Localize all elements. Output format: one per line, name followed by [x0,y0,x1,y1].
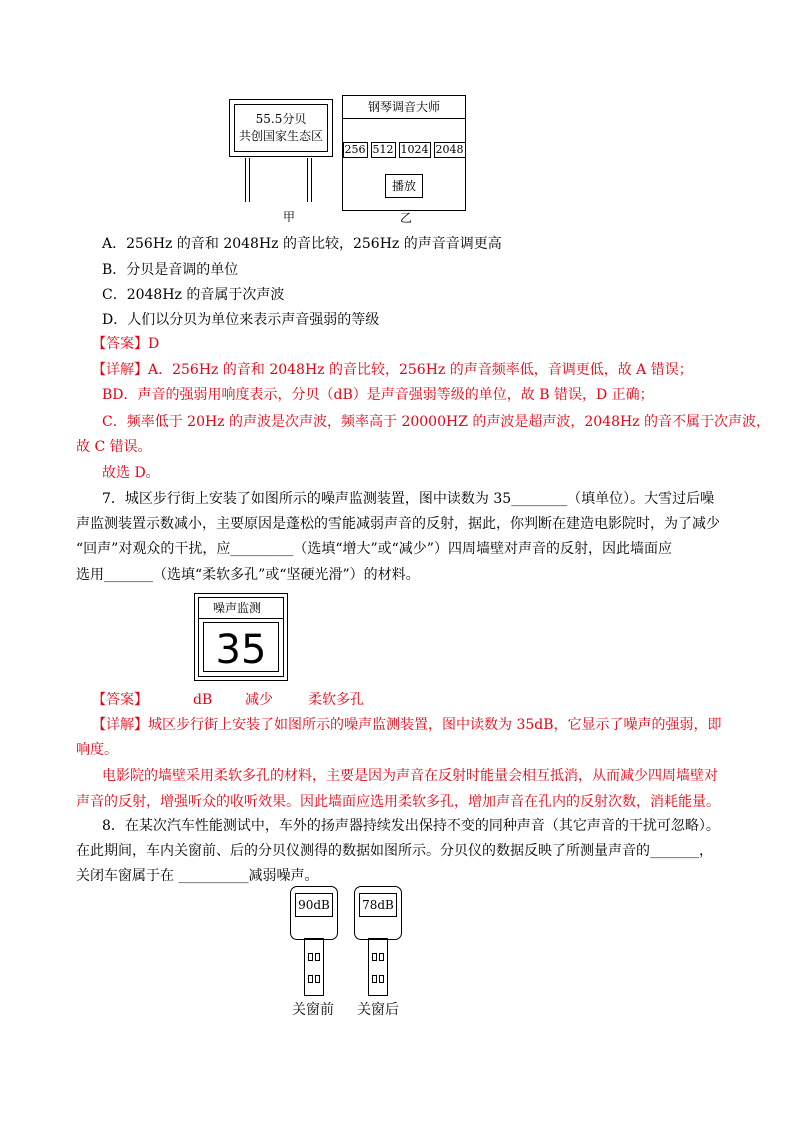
frequency-buttons [343,142,465,164]
plug-pin [379,953,384,961]
meter-after-plug [368,938,388,996]
q6-detail-line-1: 【详解】A．256Hz 的音和 2048Hz 的音比较，256Hz 的声音频率低，音调更低，故 A 错误； [92,362,693,378]
play-button[interactable]: 播放 [385,174,423,198]
option-d: D．人们以分贝为单位来表示声音强弱的等级 [102,312,380,328]
freq-button-256[interactable]: 256 [344,143,366,156]
q7-answer-3: 柔软多孔 [308,692,364,708]
piano-tuner-panel [342,95,466,211]
plug-pin [315,975,320,983]
q7-line-2: 声监测装置示数减小，主要原因是蓬松的雪能减弱声音的反射，据此，你判断在建造电影院时，为了减少 [76,516,720,532]
meter-before-reading: 90dB [295,893,333,917]
q7-answer-1: dB [193,692,213,708]
option-b: B．分贝是音调的单位 [102,262,239,278]
label-after-closing: 关窗后 [357,1002,399,1018]
q8-line-2: 在此期间，车内关窗前、后的分贝仪测得的数据如图所示。分贝仪的数据反映了所测量声音的_______， [76,843,713,859]
freq-button-2048[interactable]: 2048 [435,143,464,156]
plug-pin [315,953,320,961]
plug-pin [372,953,377,961]
option-c: C．2048Hz 的音属于次声波 [102,287,285,303]
plug-pin [308,975,313,983]
q6-detail-line-2: BD．声音的强弱用响度表示，分贝（dB）是声音强弱等级的单位，故 B 错误，D 正确； [102,387,654,403]
plug-pin [372,975,377,983]
q7-answer-2: 减少 [245,692,273,708]
q7-line-1: 7．城区步行街上安装了如图所示的噪声监测装置，图中读数为 35________（填单位）。大雪过后噪 [102,491,715,507]
q7-detail-line-2: 响度。 [76,742,118,758]
option-a: A．256Hz 的音和 2048Hz 的音比较，256Hz 的声音音调更高 [102,236,502,252]
plug-pin [308,953,313,961]
sign-board [229,99,333,157]
q7-line-3: “回声”对观众的干扰，应_________（选填“增大”或“减少”）四周墙壁对声音的反射，因此墙面应 [76,541,672,557]
noise-monitor-inner [198,597,284,677]
meter-after-reading: 78dB [359,893,397,917]
noise-monitor-title: 噪声监测 [199,598,283,619]
q8-line-1: 8．在某次汽车性能测试中，车外的扬声器持续发出保持不变的同种声音（其它声音的干扰可忽略）。 [102,818,720,834]
q6-conclusion: 故选 D。 [102,465,160,481]
sign-inner [234,104,328,152]
noise-monitor-reading: 35 [203,622,279,672]
figure-label-yi: 乙 [400,211,413,225]
decibel-meter-after [354,886,402,940]
q7-detail-line-4: 声音的反射，增强听众的收听效果。因此墙面应选用柔软多孔，增加声音在孔内的反射次数，消耗能量。 [76,794,720,810]
sign-post-left [245,158,250,202]
meter-before-plug [304,938,324,996]
freq-button-1024[interactable]: 1024 [400,143,429,156]
label-before-closing: 关窗前 [292,1002,334,1018]
q7-detail-line-1: 【详解】城区步行街上安装了如图所示的噪声监测装置，图中读数为 35dB，它显示了噪声的强弱，即 [92,717,722,733]
answer-label: 【答案】 [92,336,148,352]
q6-detail-line-4: 故 C 错误。 [76,439,152,455]
freq-button-512[interactable]: 512 [372,143,394,156]
q7-detail-line-3: 电影院的墙壁采用柔软多孔的材料，主要是因为声音在反射时能量会相互抵消，从而减少四周墙壁对 [102,768,718,784]
figure-label-jia: 甲 [283,210,296,224]
plug-pin [379,975,384,983]
q7-answer-label: 【答案】 [92,692,148,708]
sign-post-right [307,158,312,202]
sign-decibel-text: 55.5分贝 [255,112,307,126]
q8-line-3: 关闭车窗属于在 __________减弱噪声。 [76,868,319,884]
noise-monitor [194,593,288,681]
q6-detail-line-3: C．频率低于 20Hz 的声波是次声波，频率高于 20000HZ 的声波是超声波，2048Hz 的音不属于次声波， [102,414,771,430]
q7-line-4: 选用_______（选填“柔软多孔”或“坚硬光滑”）的材料。 [76,567,420,583]
piano-tuner-title: 钢琴调音大师 [343,96,465,119]
answer-value: D [148,336,160,352]
decibel-meter-before [290,886,338,940]
q6-answer [92,334,159,354]
sign-slogan-text: 共创国家生态区 [238,129,323,143]
